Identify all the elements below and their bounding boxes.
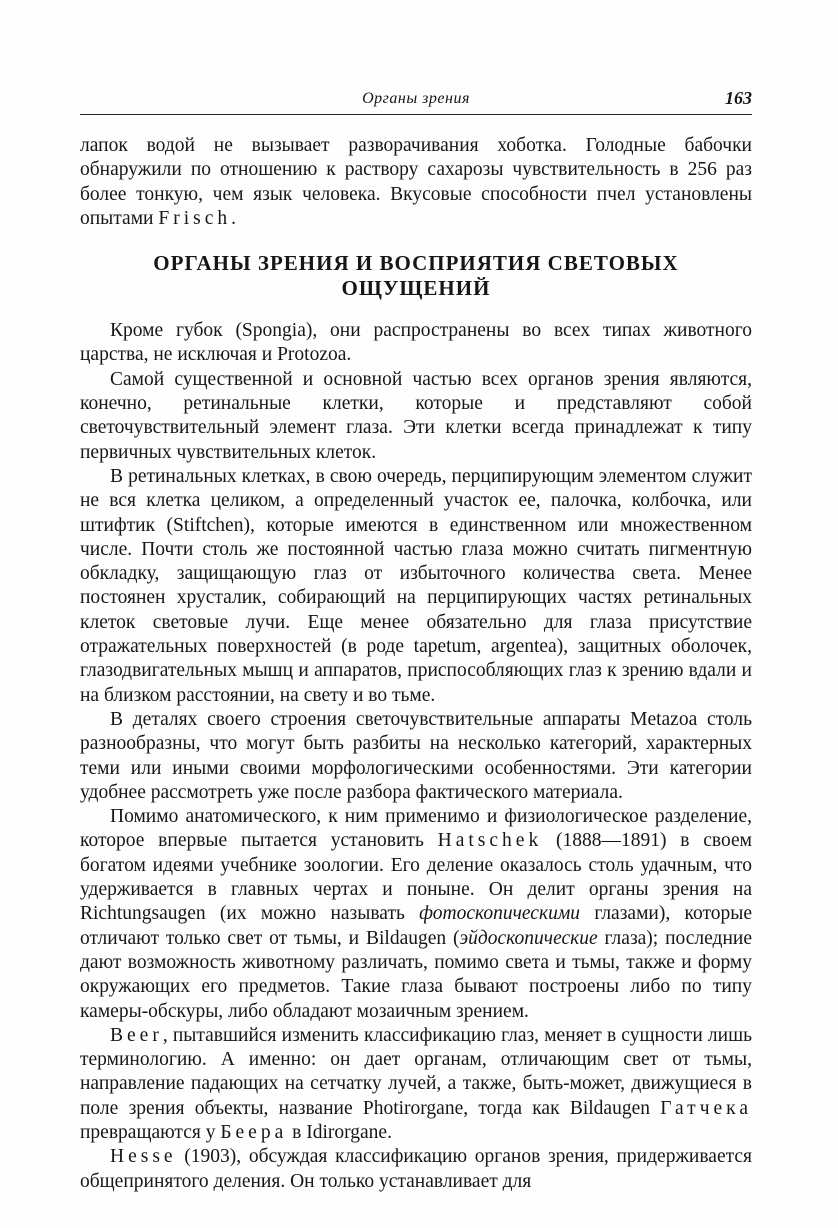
- text-run: (1903), обсуждая классификацию органов зрения, придерживается общепринятого деления. Он только устанавливает для: [80, 1146, 752, 1192]
- author-name: Гатчека: [660, 1097, 752, 1119]
- paragraph: [80, 1024, 752, 1145]
- author-name: Frisch: [158, 207, 232, 229]
- section-heading-line: ОЩУЩЕНИЙ: [341, 276, 491, 301]
- running-header: [80, 88, 752, 115]
- italic-term: эйдоскопические: [459, 927, 598, 949]
- paragraph-continued: [80, 134, 752, 231]
- paragraph: В деталях своего строения светочувствительные аппараты Metazoa столь разнообразны, что могут быть разбиты на несколько категорий, характерных теми или иными своими морфологическими особенностями. Эти категории удобнее рассмотреть уже после разбора фактического материала.: [80, 708, 752, 803]
- paragraph: В ретинальных клетках, в свою очередь, перципирующим элементом служит не вся клетка целиком, а определенный участок ее, палочка, колбочка, или штифтик (Stiftchen), которые имеются в единственном или множественном числе. Почти столь же постоянной частью глаза можно считать пигментную обкладку, защищающую глаз от избыточного количества света. Менее постоянен хрусталик, собирающий на перципирующих частях ретинальных клеток световые лучи. Еще менее обязательно для глаза присутствие отражательных поверхностей (в роде tapetum, argentea), защитных оболочек, глазодвигательных мышц и аппаратов, приспособляющих глаз к зрению вдали и на близком расстоянии, на свету и во тьме.: [80, 465, 752, 706]
- section-heading-line: ОРГАНЫ ЗРЕНИЯ И ВОСПРИЯТИЯ СВЕТОВЫХ: [153, 251, 679, 276]
- text-run: глазами), которые отличают только свет от тьмы, и Bildaugen (: [80, 903, 752, 949]
- text-run: Помимо анатомического, к ним применимо и физиологическое разделение, которое впервые пытается установить: [80, 806, 752, 852]
- text-run: .: [231, 207, 236, 229]
- author-name: Беера: [220, 1121, 288, 1143]
- section-heading: [80, 251, 752, 301]
- paragraph: Кроме губок (Spongia), они распространены во всех типах животного царства, не исключая и Protozoa.: [80, 320, 752, 366]
- text-run: в Idirorgane.: [287, 1121, 392, 1143]
- text-run: лапок водой не вызывает разворачивания хоботка. Голодные бабочки обнаружили по отношению к раствору сахарозы чувствительность в 256 раз более тонкую, чем язык человека. Вкусовые способности пчел установлены опытами: [80, 135, 752, 229]
- text-run: превращаются у: [80, 1121, 221, 1143]
- text-run: , пытавшийся изменить классификацию глаз, меняет в сущности лишь терминологию. А именно: он дает органам, отличающим свет от тьмы, направление падающих на сетчатку лучей, а также, быть-может, движущиеся в поле зрения объекты, название Photirorgane, тогда как Bildaugen: [80, 1024, 752, 1119]
- text-run: глаза); последние дают возможность животному различать, помимо света и тьмы, также и форму окружающих его предметов. Такие глаза бывают построены либо по типу камеры-обскуры, либо обладают мозаичным зрением.: [80, 927, 752, 1022]
- italic-term: фотоскопическими: [419, 903, 581, 925]
- paragraph: [80, 805, 752, 1024]
- page-body: [80, 134, 752, 1194]
- author-name: Beer: [110, 1024, 163, 1046]
- author-name: Hatschek: [437, 830, 543, 852]
- text-run: (1888—1891) в своем богатом идеями учебнике зоологии. Его деление оказалось столь удачным, что удерживается в главных чертах и поныне. Он делит органы зрения на Richtungsaugen (их можно называть: [80, 830, 752, 925]
- page-number: 163: [725, 88, 752, 108]
- running-title: Органы зрения: [362, 90, 470, 107]
- paragraph: Самой существенной и основной частью всех органов зрения являются, конечно, ретинальные клетки, которые и представляют собой светочувствительный элемент глаза. Эти клетки всегда принадлежат к типу первичных чувствительных клеток.: [80, 368, 752, 463]
- paragraph: [80, 1145, 752, 1194]
- author-name: Hesse: [110, 1146, 177, 1168]
